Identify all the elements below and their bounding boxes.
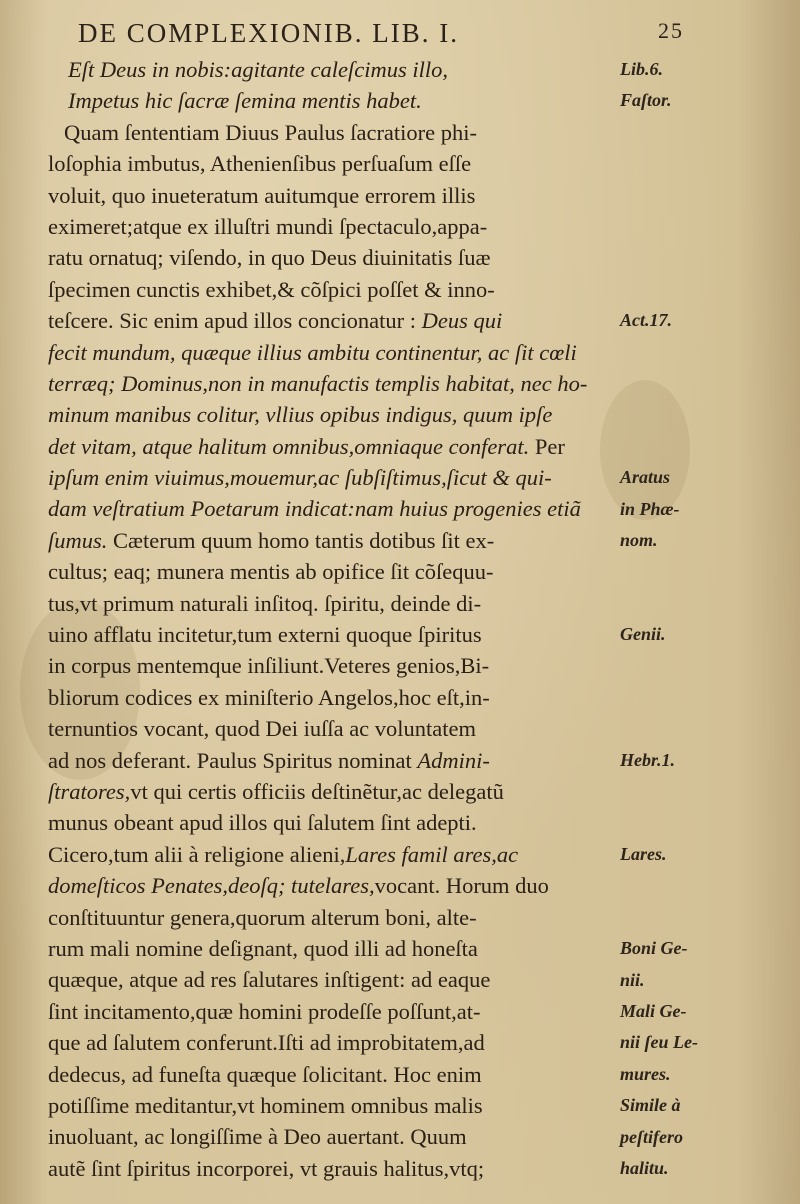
margin-note: nom. [620, 530, 658, 550]
text-line [48, 807, 618, 838]
italic-text: domeſticos Penates,deoſq; tutelares, [48, 873, 375, 899]
margin-note: Genii. [620, 624, 666, 645]
roman-text: bliorum codices ex miniſterio Angelos,hoc eſt,in- [48, 684, 490, 710]
text-line [48, 1059, 618, 1090]
roman-text: Cicero,tum alii à religione alieni, [48, 841, 346, 867]
italic-text: Lares famil ares,ac [345, 841, 519, 867]
roman-text: que ad ſalutem conferunt.Iſti ad improbitatem,ad [48, 1030, 485, 1056]
margin-note: nii. [620, 969, 645, 990]
roman-text: potiſſime meditantur,vt hominem omnibus malis [48, 1092, 483, 1118]
text-line [48, 588, 618, 619]
roman-text: autẽ ſint ſpiritus incorporei, vt grauis halitus,vtq; [48, 1155, 485, 1181]
roman-text: uino afflatu incitetur,tum externi quoque ſpiritus [48, 622, 482, 648]
roman-text: inuoluant, ac longiſſime à Deo auertant. Quum [48, 1124, 467, 1150]
text-line [48, 493, 618, 524]
margin-note: Lib.6. [620, 59, 663, 79]
italic-text: minum manibus colitur, vllius opibus indigus, quum ipſe [48, 402, 553, 428]
italic-text: ſtratores, [48, 778, 131, 804]
page-number: 25 [658, 18, 684, 43]
italic-text: ipſum enim viuimus,mouemur,ac ſubſiſtimus,ſicut & qui- [48, 465, 552, 491]
text-line [48, 1027, 618, 1058]
text-line [48, 619, 618, 650]
roman-text: vt qui certis officiis deſtinẽtur,ac delegatũ [130, 778, 504, 804]
text-line [48, 274, 618, 305]
text-line [48, 117, 618, 148]
text-line [48, 368, 618, 399]
text-line [48, 305, 618, 336]
roman-text: quæque, atque ad res ſalutares inſtigent: ad eaque [48, 967, 491, 993]
roman-text: ratu ornatuq; viſendo, in quo Deus diuinitatis ſuæ [48, 245, 491, 271]
roman-text: ternuntios vocant, quod Dei iuſſa ac voluntatem [48, 716, 477, 742]
roman-text: Cæterum quum homo tantis dotibus ſit ex- [107, 527, 495, 553]
text-line [48, 148, 618, 179]
margin-note: halitu. [620, 1158, 669, 1178]
margin-note: Aratus [620, 467, 671, 488]
roman-text: ſint incitamento,quæ homini prodeſſe poſſunt,at- [48, 998, 481, 1024]
text-line [48, 839, 618, 870]
roman-text: cultus; eaq; munera mentis ab opifice ſit cõſequu- [48, 559, 494, 585]
roman-text: rum mali nomine deſignant, quod illi ad honeſta [48, 935, 478, 961]
italic-text: Admini- [417, 747, 490, 773]
margin-note: in Phæ- [620, 498, 680, 519]
text-line [48, 1090, 618, 1121]
margin-note: Mali Ge- [620, 1001, 687, 1021]
text-line [48, 431, 618, 462]
running-header [78, 12, 718, 52]
roman-text: Quam ſententiam Diuus Paulus ſacratiore phi- [64, 119, 478, 145]
text-line [48, 337, 618, 368]
text-line [48, 870, 618, 901]
text-line [48, 713, 618, 744]
text-line [48, 211, 618, 242]
roman-text: in corpus mentemque inſiliunt.Veteres genios,Bi- [48, 653, 490, 679]
margin-note: Lares. [620, 844, 667, 864]
text-line [48, 399, 618, 430]
text-line [48, 996, 618, 1027]
italic-text: fecit mundum, quæque illius ambitu continentur, ac ſit cœli [48, 339, 577, 365]
text-line [48, 242, 618, 273]
text-line [48, 54, 618, 85]
margin-note: Simile à [620, 1095, 681, 1116]
italic-text: Eſt Deus in nobis:agitante caleſcimus illo, [68, 57, 448, 82]
text-line [48, 180, 618, 211]
text-line [48, 776, 618, 807]
text-line [48, 964, 618, 995]
roman-text: munus obeant apud illos qui ſalutem ſint adepti. [48, 810, 477, 836]
italic-text: det vitam, atque halitum omnibus,omniaque conferat. [48, 433, 530, 459]
italic-text: ſumus. [48, 527, 108, 553]
text-line [48, 556, 618, 587]
text-line [48, 525, 618, 556]
roman-text: dedecus, ad funeſta quæque ſolicitant. Hoc enim [48, 1061, 482, 1087]
roman-text: vocant. Horum duo [374, 873, 549, 899]
italic-text: Impetus hic ſacræ ſemina mentis habet. [68, 88, 422, 114]
roman-text: teſcere. Sic enim apud illos concionatur : [48, 308, 422, 334]
margin-note: nii ſeu Le- [620, 1032, 698, 1053]
body-text [48, 54, 618, 1184]
roman-text: eximeret;atque ex illuſtri mundi ſpectaculo,appa- [48, 213, 488, 239]
italic-text: terræq; Dominus,non in manufactis templis habitat, nec ho- [48, 370, 588, 396]
roman-text: ad nos deferant. Paulus Spiritus nominat [48, 747, 418, 773]
text-line [48, 1153, 618, 1184]
margin-note: mures. [620, 1063, 671, 1084]
italic-text: dam veſtratium Poetarum indicat:nam huius progenies etiã [48, 496, 581, 522]
margin-note: Act.17. [620, 310, 672, 331]
roman-text: voluit, quo inueteratum auitumque errorem illis [48, 182, 476, 208]
text-line [48, 1121, 618, 1152]
roman-text: ſpecimen cunctis exhibet,& cõſpici poſſet & inno- [48, 276, 495, 302]
text-line [48, 682, 618, 713]
text-line [48, 933, 618, 964]
margin-note: peſtifero [620, 1126, 683, 1147]
roman-text: loſophia imbutus, Athenienſibus perſuaſum eſſe [48, 151, 472, 177]
roman-text: tus,vt primum naturali inſitoq. ſpiritu, deinde di- [48, 590, 482, 616]
text-line [48, 85, 618, 116]
margin-note: Boni Ge- [620, 938, 688, 959]
header-title: DE COMPLEXIONIB. LIB. I. [78, 18, 459, 48]
text-line [48, 650, 618, 681]
margin-note: Hebr.1. [620, 749, 676, 770]
text-line [48, 462, 618, 493]
text-line [48, 745, 618, 776]
roman-text: conſtituuntur genera,quorum alterum boni, alte- [48, 904, 477, 930]
margin-note: Faſtor. [620, 90, 672, 111]
roman-text: Per [529, 433, 565, 459]
italic-text: Deus qui [421, 308, 503, 334]
text-line [48, 902, 618, 933]
